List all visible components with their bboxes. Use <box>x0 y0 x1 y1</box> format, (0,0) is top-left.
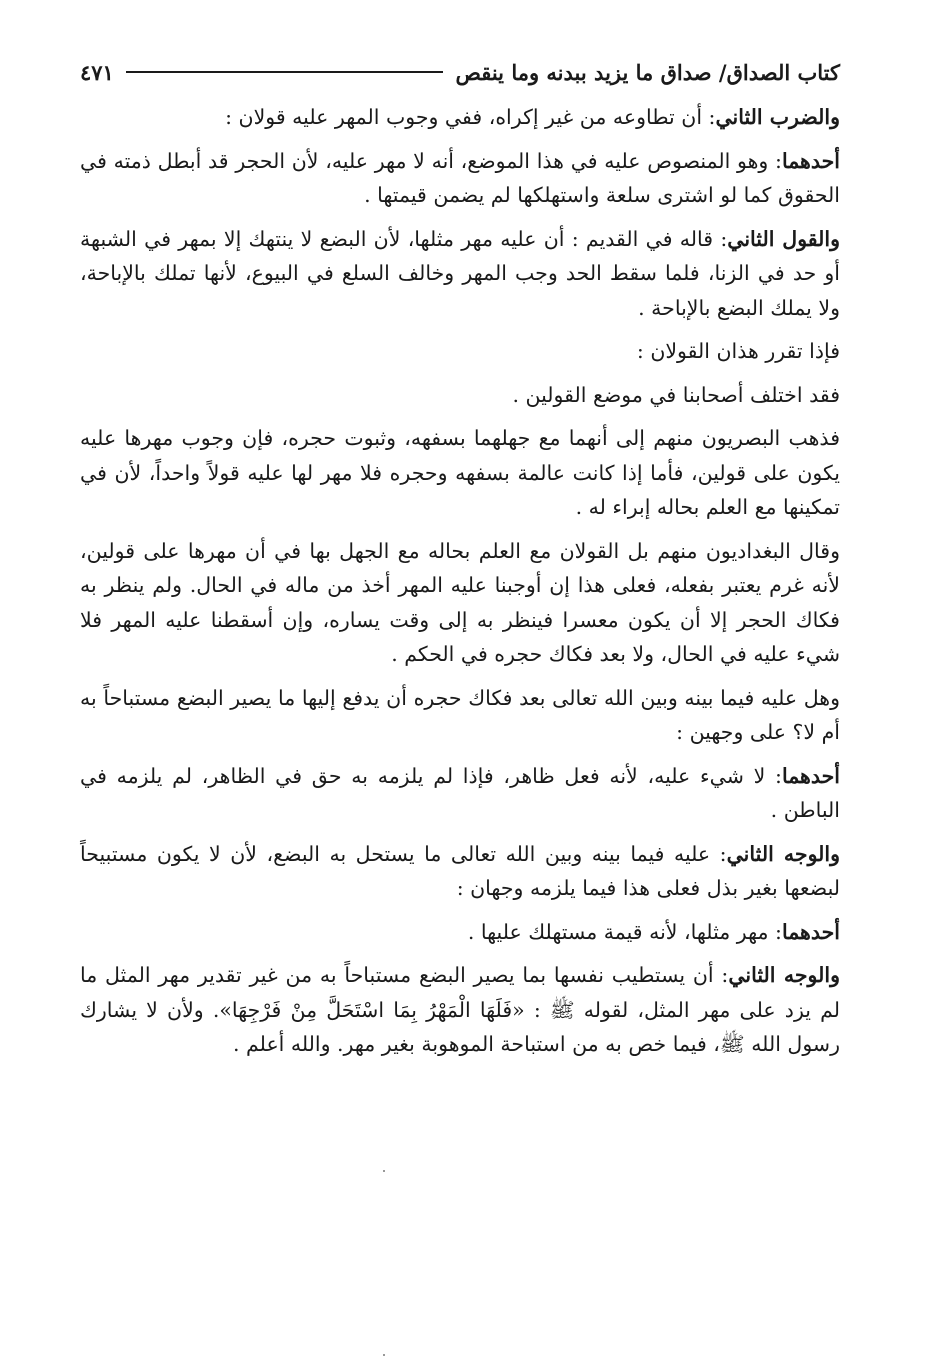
book-page <box>80 52 840 1071</box>
paragraph-text: وهل عليه فيما بينه وبين الله تعالى بعد فكاك حجره أن يدفع إليها ما يصير البضع مستباحاً به أم لا؟ على وجهين : <box>80 685 840 744</box>
paragraph <box>80 958 840 1062</box>
paragraph <box>80 915 840 950</box>
paragraph <box>80 100 840 135</box>
margin-mark <box>383 1170 385 1172</box>
paragraph-text: فإذا تقرر هذان القولان : <box>636 339 840 363</box>
paragraph-lead: والضرب الثاني <box>715 105 840 129</box>
paragraph-text: : وهو المنصوص عليه في هذا الموضع، أنه لا مهر عليه، لأن الحجر قد أبطل ذمته في الحقوق كما لو اشترى سلعة واستهلكها لم يضمن قيمتها . <box>80 148 840 207</box>
body-text <box>80 100 840 1062</box>
paragraph-lead: أحدهما <box>781 919 840 944</box>
paragraph-text: : مهر مثلها، لأنه قيمة مستهلك عليها . <box>467 919 782 944</box>
paragraph <box>80 144 840 213</box>
margin-mark <box>383 1354 385 1356</box>
paragraph-lead: أحدهما <box>781 148 840 173</box>
paragraph <box>80 378 840 413</box>
paragraph <box>80 222 840 326</box>
paragraph <box>80 759 840 828</box>
paragraph-text: فذهب البصريون منهم إلى أنهما مع جهلهما بسفهه، وثبوت حجره، فإن وجوب مهرها عليه يكون على قولين، فأما إذا كانت عالمة بسفهه وحجره فلا مهر لها عليه قولاً واحداً، لأن في تمكينها مع العلم بحاله إبراء له . <box>80 426 840 519</box>
running-header <box>80 52 840 92</box>
paragraph-lead: والقول الثاني <box>727 226 841 251</box>
paragraph-text: فقد اختلف أصحابنا في موضع القولين . <box>512 382 840 407</box>
paragraph <box>80 334 840 369</box>
header-title: كتاب الصداق/ صداق ما يزيد ببدنه وما ينقص <box>455 59 840 85</box>
paragraph-lead: والوجه الثاني <box>726 841 840 866</box>
header-rule <box>126 71 444 73</box>
paragraph <box>80 681 840 750</box>
paragraph-text: وقال البغداديون منهم بل القولان مع العلم بحاله مع الجهل بها في أن مهرها على قولين، لأنه غرم يعتبر بفعله، فعلى هذا إن أوجبنا عليه المهر أخذ من ماله في الحال. ولم ينظر به فكاك الحجر إلا أن يكون معسرا فينظر به إلى وقت يساره، وإن أسقطنا عليه المهر فلا شيء عليه في الحال، ولا بعد فكاك حجره في الحكم . <box>80 538 840 666</box>
paragraph-text: : أن يستطيب نفسها بما يصير البضع مستباحاً به من غير تقدير مهر المثل ما لم يزد على مهر المثل، لقوله ﷺ : «فَلَهَا الْمَهْرُ بِمَا اسْتَحَلَّ مِنْ فَرْجِهَا». ولأن لا يشارك رسول الله ﷺ، فيما خص به من استباحة الموهوبة بغير مهر. والله أعلم . <box>80 963 840 1056</box>
paragraph-text: : أن تطاوعه من غير إكراه، ففي وجوب المهر عليه قولان : <box>225 105 716 129</box>
paragraph <box>80 421 840 525</box>
paragraph <box>80 534 840 672</box>
paragraph-text: : عليه فيما بينه وبين الله تعالى ما يستحل به البضع، لأن لا يكون مستبيحاً لبضعها بغير بذل فعلى هذا فيما يلزمه وجهان : <box>80 841 840 900</box>
paragraph-lead: أحدهما <box>781 763 840 788</box>
paragraph-text: : قاله في القديم : أن عليه مهر مثلها، لأن البضع لا ينتهك إلا بمهر في الشبهة أو حد في الزنا، فلما سقط الحد وجب المهر وخالف السلع في البيوع، لأنها تملك بالإباحة، ولا يملك البضع بالإباحة . <box>80 226 840 320</box>
paragraph-lead: والوجه الثاني <box>728 963 840 987</box>
paragraph-text: : لا شيء عليه، لأنه فعل ظاهر، فإذا لم يلزمه به حق في الظاهر، لم يلزمه في الباطن . <box>80 763 840 822</box>
page-number: ٤٧١ <box>80 59 114 85</box>
paragraph <box>80 837 840 906</box>
